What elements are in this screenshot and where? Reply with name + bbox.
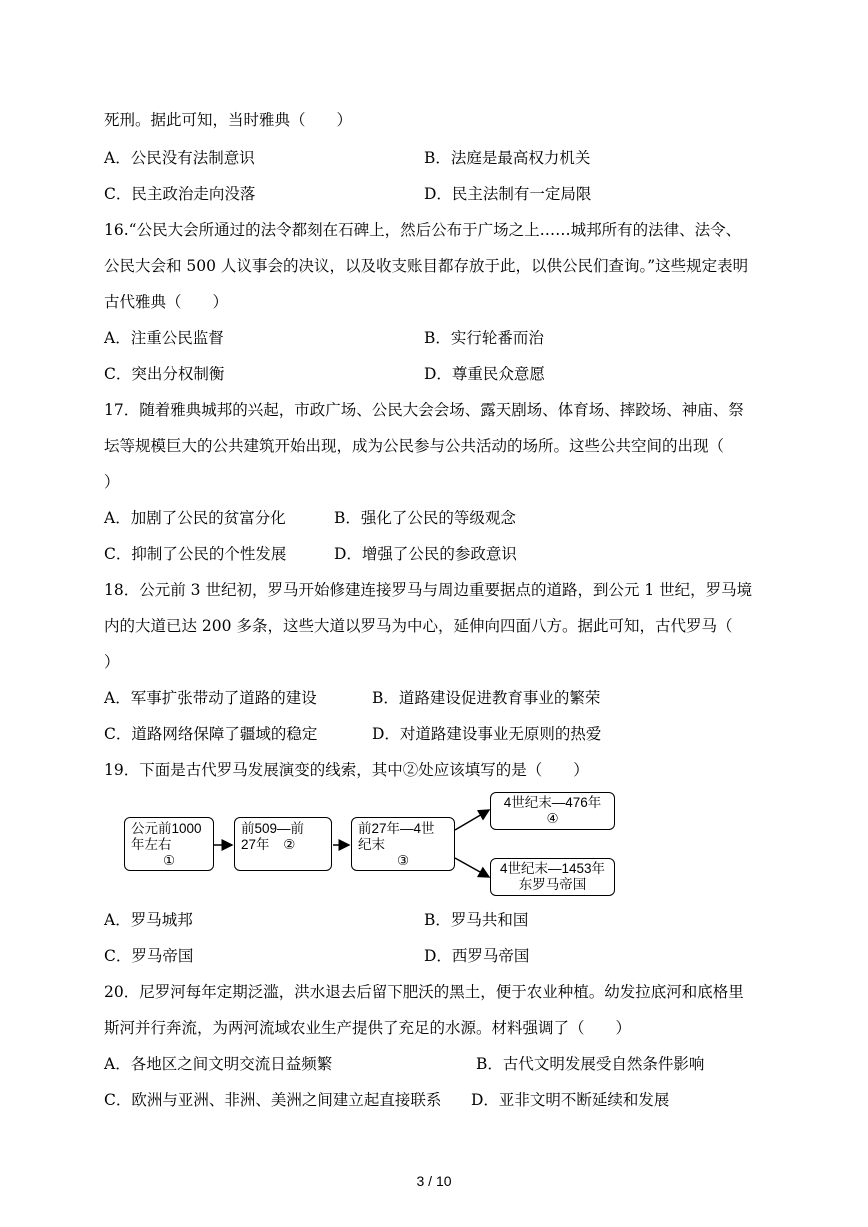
q19-stem: 19．下面是古代罗马发展演变的线索，其中②处应该填写的是（ ） [104, 761, 589, 779]
box1-marker: ① [162, 853, 176, 868]
q16-option-d[interactable]: D．尊重民众意愿 [424, 365, 545, 383]
q20-option-c[interactable]: C．欧洲与亚洲、非洲、美洲之间建立起直接联系 [104, 1091, 442, 1109]
page-number: 3 / 10 [416, 1173, 452, 1189]
q17-option-b[interactable]: B．强化了公民的等级观念 [334, 509, 516, 527]
q16-stem-line1: 16.“公民大会所通过的法令都刻在石碑上，然后公布于广场之上……城邦所有的法律、法令、 [104, 221, 742, 239]
timeline-box-2 [234, 817, 332, 871]
q18-stem-line1: 18．公元前 3 世纪初，罗马开始修建连接罗马与周边重要据点的道路，到公元 1 世纪，罗马境 [104, 581, 753, 599]
box5-line1: 4世纪末—1453年 [499, 861, 606, 876]
box5-line2: 东罗马帝国 [518, 877, 587, 892]
q20-option-a[interactable]: A．各地区之间文明交流日益频繁 [104, 1055, 333, 1073]
q18-stem-line2: 内的大道已达 200 多条，这些大道以罗马为中心，延伸向四面八方。据此可知，古代罗马（ [104, 617, 733, 635]
box1-line1: 公元前1000 [131, 821, 202, 836]
q16-option-a[interactable]: A．注重公民监督 [104, 329, 224, 347]
q16-option-b[interactable]: B．实行轮番而治 [424, 329, 544, 347]
arrow-3-5 [455, 858, 489, 877]
box1-line2: 年左右 [131, 837, 172, 852]
q16-stem-line2: 公民大会和 500 人议事会的决议，以及收支账目都存放于此，以供公民们查询。”这些规定表明 [104, 257, 749, 275]
q17-option-d[interactable]: D．增强了公民的参政意识 [334, 545, 517, 563]
q20-stem-line1: 20．尼罗河每年定期泛滥，洪水退去后留下肥沃的黑土，便于农业种植。幼发拉底河和底格里 [104, 983, 744, 1001]
timeline-box-4 [490, 792, 615, 830]
q20-stem-line2: 斯河并行奔流，为两河流域农业生产提供了充足的水源。材料强调了（ ） [104, 1019, 632, 1037]
q18-option-d[interactable]: D．对道路建设事业无原则的热爱 [372, 725, 602, 743]
box2-marker: ② [283, 837, 296, 852]
q18-option-a[interactable]: A．军事扩张带动了道路的建设 [104, 689, 317, 707]
q19-option-c[interactable]: C．罗马帝国 [104, 947, 194, 965]
q19-option-b[interactable]: B．罗马共和国 [424, 911, 529, 929]
arrow-3-4 [455, 810, 489, 830]
q18-stem-line3: ） [104, 653, 120, 671]
timeline-box-5 [490, 858, 615, 896]
q17-stem-line1: 17．随着雅典城邦的兴起，市政广场、公民大会会场、露天剧场、体育场、摔跤场、神庙、祭 [104, 401, 744, 419]
q15-option-b[interactable]: B．法庭是最高权力机关 [424, 149, 591, 167]
q20-option-d[interactable]: D．亚非文明不断延续和发展 [471, 1091, 670, 1109]
q19-option-a[interactable]: A．罗马城邦 [104, 911, 193, 929]
box4-line1: 4世纪末—476年 [503, 795, 602, 810]
q20-option-b[interactable]: B．古代文明发展受自然条件影响 [476, 1055, 705, 1073]
q18-option-c[interactable]: C．道路网络保障了疆域的稳定 [104, 725, 318, 743]
timeline-box-3 [351, 817, 455, 871]
box2-line1: 前509—前 [241, 821, 305, 836]
box3-line2: 纪末 [358, 837, 385, 852]
box4-marker: ④ [546, 811, 559, 826]
q15-stem-tail: 死刑。据此可知，当时雅典（ ） [104, 111, 353, 129]
q17-option-c[interactable]: C．抑制了公民的个性发展 [104, 545, 287, 563]
box3-marker: ③ [396, 853, 410, 868]
q16-option-c[interactable]: C．突出分权制衡 [104, 365, 225, 383]
q17-stem-line3: ） [104, 473, 120, 491]
box3-line1: 前27年—4世 [358, 821, 435, 836]
q18-option-b[interactable]: B．道路建设促进教育事业的繁荣 [372, 689, 601, 707]
q15-option-a[interactable]: A．公民没有法制意识 [104, 149, 255, 167]
q17-option-a[interactable]: A．加剧了公民的贫富分化 [104, 509, 286, 527]
q17-stem-line2: 坛等规模巨大的公共建筑开始出现，成为公民参与公共活动的场所。这些公共空间的出现（ [104, 437, 725, 455]
timeline-box-1 [124, 817, 214, 871]
q16-stem-line3: 古代雅典（ ） [104, 293, 229, 311]
q15-option-d[interactable]: D．民主法制有一定局限 [424, 185, 592, 203]
q19-option-d[interactable]: D．西罗马帝国 [424, 947, 530, 965]
q15-option-c[interactable]: C．民主政治走向没落 [104, 185, 256, 203]
box2-line2: 27年 [241, 837, 270, 852]
